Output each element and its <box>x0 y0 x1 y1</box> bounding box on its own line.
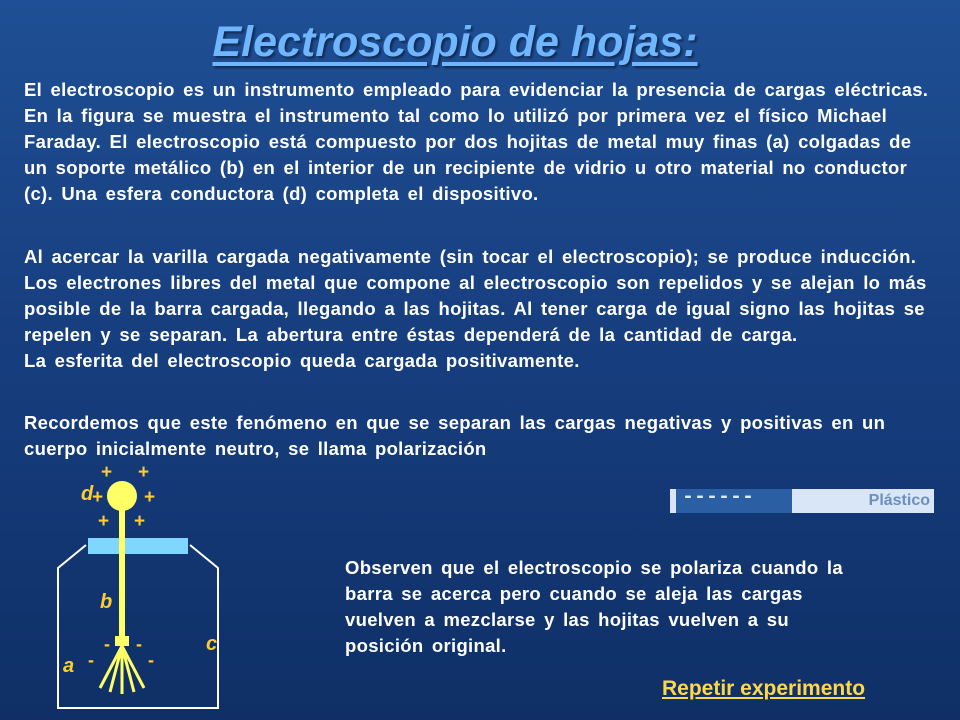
leaf-holder <box>115 636 129 646</box>
container-lid <box>88 538 188 554</box>
plus-sign: + <box>144 487 156 508</box>
paragraph-description: El electroscopio es un instrumento empleado para evidenciar la presencia de cargas eléctricas. En la figura se muestra el instrumento tal como lo utilizó por primera vez el físico Michael Faraday. El electroscopio está compuesto por dos hojitas de metal muy finas (a) colgadas de un soporte metálico (b) en el interior de un recipiente de vidrio u otro material no conductor (c). Una esfera conductora (d) completa el dispositivo. <box>24 79 929 204</box>
conductor-sphere <box>107 481 137 511</box>
label-c: c <box>206 633 218 655</box>
electroscope-diagram <box>48 460 248 710</box>
plus-sign: + <box>101 462 113 483</box>
paragraph-induction <box>24 244 934 374</box>
page-title: Electroscopio de hojas: <box>212 18 698 66</box>
plus-sign: + <box>138 462 150 483</box>
repeat-experiment-link[interactable]: Repetir experimento <box>662 677 866 700</box>
label-b: b <box>100 591 113 613</box>
label-a: a <box>63 655 75 677</box>
container-outline <box>58 545 218 708</box>
plus-sign: + <box>98 511 110 532</box>
minus-sign: - <box>148 650 154 670</box>
paragraph-induction-text: Al acercar la varilla cargada negativamente (sin tocar el electroscopio); se produce inducción. Los electrones libres del metal que compone al electroscopio son repelidos y se alejan lo más posible de la barra cargada, llegando a las hojitas. Al tener carga de igual signo las hojitas se repelen y se separan. La abertura entre éstas dependerá de la cantidad de carga. <box>24 246 927 345</box>
label-d: d <box>81 483 94 505</box>
plastic-rod[interactable] <box>670 489 934 513</box>
paragraph-sphere-charge: La esferita del electroscopio queda cargada positivamente. <box>24 350 580 371</box>
plus-sign: + <box>92 487 104 508</box>
minus-sign: - <box>136 634 142 654</box>
minus-sign: - <box>104 634 110 654</box>
rod-label: Plástico <box>868 492 930 509</box>
metal-rod <box>119 505 125 640</box>
rod-negative-charges: ------ <box>676 489 792 513</box>
minus-sign: - <box>88 650 94 670</box>
observation-note: Observen que el electroscopio se polariza cuando la barra se acerca pero cuando se aleja las cargas vuelven a mezclarse y las hojitas vuelven a su posición original. <box>345 557 843 656</box>
paragraph-polarization: Recordemos que este fenómeno en que se separan las cargas negativas y positivas en un cuerpo inicialmente neutro, se llama polarización <box>24 412 886 459</box>
plus-sign: + <box>134 511 146 532</box>
